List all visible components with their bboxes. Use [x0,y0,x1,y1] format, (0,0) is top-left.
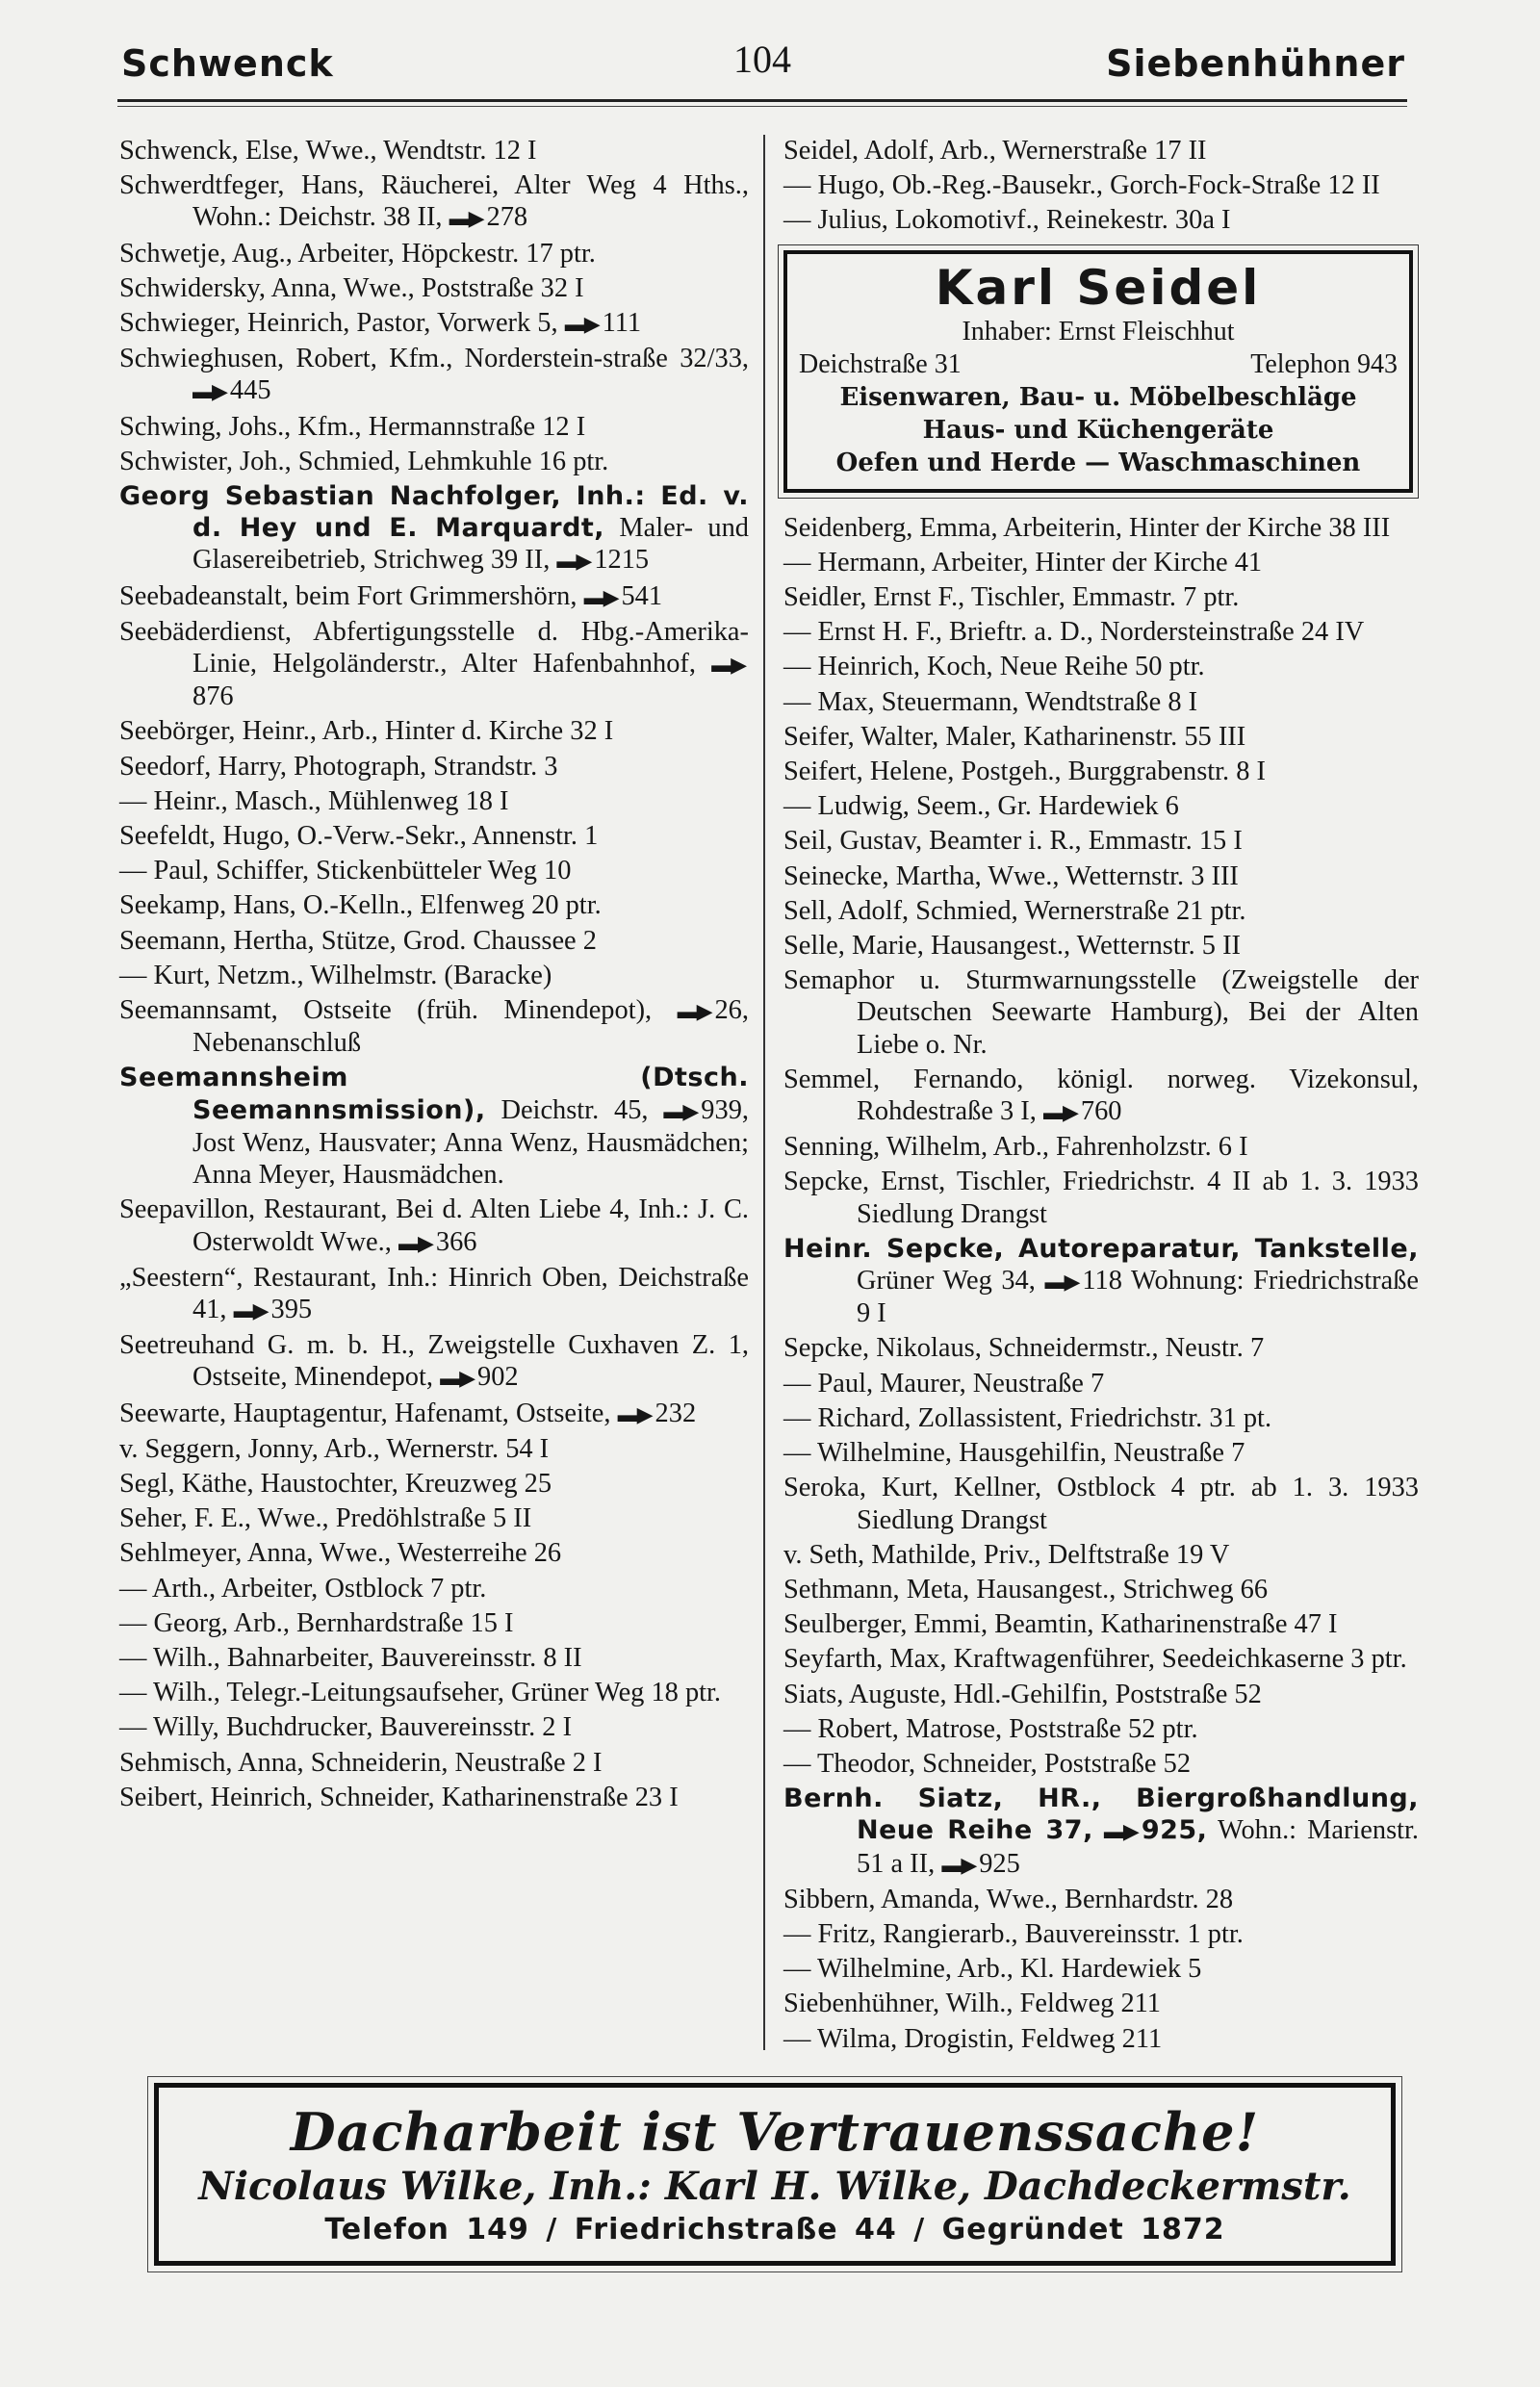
header-last-name: Siebenhühner [1106,42,1405,85]
directory-entry [783,1643,1419,1675]
entry-details: Netzm., Wilhelmstr. (Baracke) [217,960,552,990]
entry-name: Seetreuhand [119,1330,255,1361]
directory-entry [783,1988,1419,2019]
entry-name: Schwieger, [119,308,241,339]
directory-entry [119,785,749,817]
entry-name: — Wilh., [119,1678,220,1708]
entry-details: Hausgehilfin, Neustraße 7 [959,1438,1245,1469]
running-header [117,37,1407,94]
directory-entry [783,1131,1419,1163]
entry-phone: 1215 [594,545,650,576]
entry-name: Seefeldt, [119,821,217,852]
entry-details: Arbeiter, Ostblock 7 ptr. [220,1573,487,1604]
entry-name: — Paul, [119,856,210,886]
telephone-icon: ▬▶ [192,379,226,404]
directory-entry [119,994,749,1059]
entry-details: Heinr., Arb., Hinter d. Kirche 32 I [242,716,614,747]
entry-details: Emmi, Beamtin, Katharinenstraße 47 I [913,1609,1338,1640]
entry-phone: 541 [621,580,663,611]
entry-details: Masch., Mühlenweg 18 I [234,785,509,816]
entry-name: Siats, [783,1679,844,1709]
entry-firm-name: Bernh. Siatz, HR., Biergroßhandlung, Neue Reihe 37, [783,1784,1419,1846]
entry-name: Seroka, [783,1473,866,1503]
entry-name: Schwister, [119,446,233,476]
entry-details: Bahnarbeiter, Bauvereinsstr. 8 II [226,1642,582,1673]
ad-address-row [799,348,1398,381]
entry-details: Brieftr. a. D., Nordersteinstraße 24 IV [949,617,1365,648]
directory-entry [783,547,1419,578]
directory-entry [119,1433,749,1465]
entry-name: Schwerdtfeger, [119,170,285,201]
ad-line-hardware: Eisenwaren, Bau- u. Möbelbeschläge [839,382,1357,412]
entry-details: Ob.-Reg.-Bausekr., Gorch-Fock-Straße 12 II [891,170,1380,201]
entry-details: Rangierarb., Bauvereinsstr. 1 ptr. [883,1918,1244,1949]
entry-details: Restaurant, Bei d. Alten Liebe 4, Inh.: J. C. Osterwoldt Wwe., [192,1194,749,1257]
directory-entry [119,751,749,783]
entry-details: Helene, Postgeh., Burggrabenstr. 8 I [869,757,1266,787]
entry-details: Martha, Wwe., Wetternstr. 3 III [895,860,1239,891]
ad-phone: Telephon 943 [1250,348,1398,379]
directory-entry [783,1539,1419,1571]
entry-name: „Seestern“, [119,1262,244,1293]
directory-entry [119,307,749,340]
directory-entry [119,1194,749,1258]
entry-name: Sepcke, [783,1333,870,1364]
entry-details: Wilh., Feldweg 211 [945,1989,1161,2019]
telephone-icon: ▬▶ [677,999,711,1024]
directory-entry [119,411,749,443]
header-first-name: Schwenck [121,42,334,85]
entry-details: Jonny, Arb., Wernerstr. 54 I [247,1433,550,1464]
entry-name: Schwenck, Else, [119,136,299,166]
entry-name: Seulberger, [783,1609,908,1640]
entry-details: Grüner Weg 34, [857,1266,1036,1296]
entry-details: Anna, Wwe., Westerreihe 26 [246,1538,562,1569]
entry-details: G. m. b. H., Zweigstelle Cuxhaven Z. 1, Ostseite, Minendepot, [192,1330,749,1393]
directory-entry [119,1262,749,1326]
entry-name: — Ludwig, [783,791,910,822]
entry-details: Mathilde, Priv., Delftstraße 19 V [871,1539,1230,1570]
entry-name: — Paul, [783,1368,874,1399]
entry-name: Seyfarth, [783,1644,884,1675]
entry-details: Amanda, Wwe., Bernhardstr. 28 [880,1884,1234,1914]
entry-details: Meta, Hausangest., Strichweg 66 [906,1574,1269,1604]
entry-name: Schwieghusen, [119,344,285,374]
entry-name: Seebadeanstalt, [119,580,289,611]
directory-entry [119,960,749,991]
directory-entry [783,1233,1419,1330]
entry-details: Hugo, O.-Verw.-Sekr., Annenstr. 1 [222,821,599,852]
entry-name: — Wilma, [783,2023,898,2054]
entry-name: — Wilh., [119,1642,220,1673]
entry-name: Segl, [119,1468,175,1499]
directory-entry [783,1166,1419,1229]
entry-phone: 118 Wohnung: Friedrichstraße 9 I [857,1266,1419,1329]
entry-name: Sehmisch, [119,1747,233,1778]
right-column-entries [783,512,1419,2055]
directory-entry [119,855,749,886]
entry-phone: 902 [477,1362,519,1393]
karl-seidel-advertisement [783,250,1413,493]
entry-name: v. Seggern, [119,1433,242,1464]
entry-details: Heinrich, Pastor, Vorwerk 5, [246,308,558,339]
entry-details: Zollassistent, Friedrichstr. 31 pt. [917,1402,1272,1433]
entry-phone: 925 [979,1848,1020,1879]
entry-details: beim Fort Grimmershörn, [295,580,578,611]
entry-name: Semmel, [783,1064,881,1094]
entry-name: Sell, [783,895,834,926]
directory-entry [783,2023,1419,2055]
telephone-icon: ▬▶ [663,1098,698,1123]
ad-owner: Inhaber: Ernst Fleischhut [962,316,1235,346]
entry-details: Marie, Hausangest., Wetternstr. 5 II [851,931,1241,962]
directory-entry [783,1918,1419,1950]
telephone-icon: ▬▶ [440,1366,474,1391]
directory-entry [783,686,1419,718]
entry-name: — Heinrich, [783,652,920,682]
directory-entry [783,1884,1419,1915]
entry-phone: 939, Jost Wenz, Hausvater; Anna Wenz, Hausmädchen; Anna Meyer, Hausmädchen. [192,1094,749,1191]
directory-entry [783,651,1419,682]
entry-phone: 876 [192,681,234,712]
directory-entry [119,1468,749,1500]
entry-name: Sethmann, [783,1574,900,1604]
directory-entry [783,1368,1419,1399]
directory-entry [783,169,1419,201]
directory-entry [783,721,1419,753]
entry-name: — Ernst H. F., [783,617,942,648]
entry-details: Deichstr. 45, [500,1094,649,1125]
entry-name: Seidel, [783,136,860,166]
entry-details: Auguste, Hdl.-Gehilfin, Poststraße 52 [848,1679,1262,1709]
directory-entry [783,616,1419,648]
entry-name: Selle, [783,931,845,962]
entry-details: Aug., Arbeiter, Höpckestr. 17 ptr. [231,238,596,269]
entry-name: — Arth., [119,1573,217,1604]
directory-entry [119,343,749,407]
entry-details: Hauptagentur, Hafenamt, Ostseite, [233,1398,611,1428]
entry-name: Seinecke, [783,860,889,891]
entry-details: Steuermann, Wendtstraße 8 I [881,686,1198,717]
telephone-icon: ▬▶ [711,653,745,678]
directory-entry [783,1713,1419,1745]
entry-phone: 366 [435,1226,477,1257]
entry-name: — Richard, [783,1402,911,1433]
entry-name: — Robert, [783,1713,899,1744]
entry-name: Seidenberg, [783,512,913,543]
directory-entry [119,1782,749,1813]
entry-phone: 278 [486,202,528,233]
entry-name: Seekamp, [119,890,227,921]
directory-entry [119,1642,749,1674]
entry-details: Lokomotivf., Reinekestr. 30a I [894,205,1231,236]
directory-entry [783,135,1419,167]
entry-details: Koch, Neue Reihe 50 ptr. [927,652,1205,682]
entry-name: Seebäderdienst, [119,616,292,647]
directory-entry [119,1747,749,1779]
entry-name: Seemannsamt, [119,995,278,1026]
telephone-icon: ▬▶ [583,584,618,609]
directory-entry [783,1332,1419,1364]
entry-name: Schwidersky, [119,272,266,303]
entry-name: Seibert, [119,1782,204,1812]
entry-details: Drogistin, Feldweg 211 [904,2023,1163,2054]
entry-name: — Hermann, [783,547,927,578]
entry-name: Seemann, [119,925,227,956]
entry-details: Robert, Kfm., Norderstein-straße 32/33, [295,344,749,374]
entry-name: — Max, [783,686,875,717]
directory-entry [119,1329,749,1394]
entry-name: — Willy, [119,1712,219,1743]
left-column [119,135,749,1816]
directory-entry [783,1608,1419,1640]
entry-name: Seifert, [783,757,863,787]
header-rule [117,99,1407,102]
entry-details: Maurer, Neustraße 7 [880,1368,1105,1399]
telephone-icon: ▬▶ [449,206,483,231]
entry-phone: 111 [602,308,642,339]
entry-name: v. Seth, [783,1539,865,1570]
telephone-icon: ▬▶ [1042,1100,1077,1125]
entry-name: Sehlmeyer, [119,1538,243,1569]
entry-details: Heinrich, Schneider, Katharinenstraße 23 I [210,1782,679,1812]
entry-phone: 395 [270,1294,313,1324]
telephone-icon: ▬▶ [233,1297,268,1322]
directory-entry [783,825,1419,857]
entry-details: u. Sturmwarnungsstelle (Zweigstelle der Deutschen Seewarte Hamburg), Bei der Alten Liebe o. Nr. [857,965,1419,1060]
entry-details: Matrose, Poststraße 52 ptr. [905,1713,1198,1744]
entry-details: Adolf, Schmied, Wernerstraße 21 ptr. [837,895,1246,926]
ad-line-stoves: Oefen und Herde — Waschmaschinen [835,448,1361,477]
directory-entry [119,889,749,921]
directory-entry [783,512,1419,544]
telephone-icon: ▬▶ [556,549,591,574]
directory-entry [119,480,749,578]
directory-entry [119,616,749,713]
entry-details: Seem., Gr. Hardewiek 6 [916,791,1179,822]
directory-entry [119,925,749,957]
directory-entry [783,790,1419,822]
entry-details: Max, Kraftwagenführer, Seedeichkaserne 3 ptr. [889,1644,1407,1675]
footer-ad-owner: Nicolaus Wilke, Inh.: Karl H. Wilke, Dachdeckermstr. [198,2164,1351,2209]
entry-details: Harry, Photograph, Strandstr. 3 [218,751,558,782]
entry-phone: 760 [1080,1096,1122,1127]
ad-address: Deichstraße 31 [799,348,962,379]
entry-details: Joh., Schmied, Lehmkuhle 16 ptr. [240,446,609,476]
entry-details: F. E., Wwe., Predöhlstraße 5 II [193,1503,532,1534]
wilke-roofing-advertisement [154,2083,1396,2266]
entry-name: — Hugo, [783,170,886,201]
entry-details: Ostseite (früh. Minendepot), [303,995,653,1026]
directory-entry [783,964,1419,1061]
directory-entry [783,1064,1419,1128]
entry-details: Kurt, Kellner, Ostblock 4 ptr. ab 1. 3. 1933 Siedlung Drangst [857,1473,1419,1535]
entry-details: Wilhelm, Arb., Fahrenholzstr. 6 I [886,1132,1248,1163]
entry-name: — Wilhelmine, [783,1438,952,1469]
directory-entry [119,1711,749,1743]
entry-name: — Theodor, [783,1748,916,1779]
entry-name: Seebörger, [119,716,236,747]
directory-entry [119,238,749,270]
directory-entry [119,1062,749,1191]
directory-entry [783,1783,1419,1881]
directory-entry [783,1953,1419,1985]
entry-details: Arbeiter, Hinter der Kirche 41 [931,547,1263,578]
ad-company-name: Karl Seidel [935,259,1262,316]
directory-entry [783,581,1419,613]
right-column [783,135,1419,2058]
entry-details: Gustav, Beamter i. R., Emmastr. 15 I [839,826,1243,857]
entry-name: — Julius, [783,205,888,236]
directory-entry [119,446,749,477]
entry-phone: 445 [229,375,271,406]
entry-details: Anna, Wwe., Poststraße 32 I [270,272,584,303]
telephone-icon: ▬▶ [564,312,599,337]
entry-name: Seidler, [783,582,867,613]
directory-entry [119,135,749,167]
entry-details: Hans, O.-Kelln., Elfenweg 20 ptr. [233,890,602,921]
page-number: 104 [733,38,791,81]
entry-name: Semaphor [783,965,895,996]
entry-name: Seifer, [783,721,855,752]
entry-details: Arb., Bernhardstraße 15 I [233,1607,514,1638]
entry-name: — Wilhelmine, [783,1954,952,1985]
directory-entry [783,930,1419,962]
entry-name: — Heinr., [119,785,228,816]
directory-entry [783,1748,1419,1780]
entry-details: Anna, Schneiderin, Neustraße 2 I [238,1747,603,1778]
entry-details: Arb., Kl. Hardewiek 5 [957,1954,1202,1985]
entry-details: Hans, Räucherei, Alter Weg 4 Hths., Wohn.: Deichstr. 38 II, [192,170,749,233]
directory-entry [119,1537,749,1569]
entry-details: Telegr.-Leitungsaufseher, Grüner Weg 18 ptr. [226,1678,722,1708]
directory-entry [783,895,1419,927]
entry-details: Ernst, Tischler, Friedrichstr. 4 II ab 1. 3. 1933 Siedlung Drangst [857,1167,1420,1229]
directory-entry [783,1402,1419,1434]
entry-details: Abfertigungsstelle d. Hbg.-Amerika-Linie, Helgoländerstr., Alter Hafenbahnhof, [192,616,749,680]
entry-details: Wohn.: Marienstr. 51 a II, [857,1815,1419,1879]
entry-details: Wwe., Wendtstr. 12 I [305,136,537,166]
directory-entry [119,272,749,304]
entry-name: Seher, [119,1503,188,1534]
telephone-icon: ▬▶ [398,1230,432,1255]
entry-name: Sibbern, [783,1884,876,1914]
directory-entry [119,1677,749,1708]
directory-entry [783,1472,1419,1535]
telephone-icon: ▬▶ [941,1852,976,1877]
directory-entry [119,820,749,852]
directory-entry [119,580,749,613]
telephone-icon: ▬▶ [617,1401,652,1426]
directory-entry [119,1607,749,1639]
telephone-icon: ▬▶ [1044,1270,1079,1295]
entry-details: Fernando, königl. norweg. Vizekonsul, Rohdestraße 3 I, [857,1064,1419,1127]
right-column-top [783,135,1419,237]
entry-name: Seedorf, [119,751,212,782]
directory-entry [119,1573,749,1604]
directory-entry [119,169,749,234]
entry-details: Hertha, Stütze, Grod. Chaussee 2 [233,925,597,956]
entry-phone: 26, Nebenanschluß [192,995,749,1059]
directory-entry [119,1502,749,1534]
directory-entry [783,204,1419,236]
entry-details: Nikolaus, Schneidermstr., Neustr. 7 [876,1333,1265,1364]
ad-line-household: Haus- und Küchengeräte [922,415,1274,445]
directory-entry [119,1398,749,1430]
entry-phone: 232 [654,1398,697,1428]
directory-entry [119,715,749,747]
entry-name: — Fritz, [783,1918,877,1949]
entry-details: Buchdrucker, Bauvereinsstr. 2 I [225,1712,573,1743]
entry-name: Schwetje, [119,238,227,269]
entry-firm-name: Heinr. Sepcke, Autoreparatur, Tankstelle, [783,1233,1419,1264]
entry-details: Walter, Maler, Katharinenstr. 55 III [860,721,1246,752]
entry-firm-name: Georg Sebastian Nachfolger, Inh.: Ed. v. d. Hey und E. Marquardt, [119,481,749,544]
directory-entry [783,1437,1419,1469]
entry-details: Maler- und Glasereibetrieb, Strichweg 39 II, [192,513,749,576]
header-rule-thin [117,106,1407,107]
entry-name: Senning, [783,1132,881,1163]
entry-details: Schneider, Poststraße 52 [922,1748,1192,1779]
telephone-icon: ▬▶ [1103,1819,1138,1844]
entry-details: Emma, Arbeiterin, Hinter der Kirche 38 III [919,512,1391,543]
entry-name: Sepcke, [783,1167,870,1197]
footer-ad-contact: Telefon 149 / Friedrichstraße 44 / Gegründet 1872 [324,2213,1225,2246]
entry-phone: 925, [1141,1815,1208,1846]
entry-details: Schiffer, Stickenbütteler Weg 10 [216,856,572,886]
entry-name: Schwing, [119,411,222,442]
entry-details: Käthe, Haustochter, Kreuzweg 25 [181,1468,552,1499]
entry-details: Restaurant, Inh.: Hinrich Oben, Deichstraße 41, [192,1262,749,1324]
column-divider [763,135,765,2050]
entry-name: Seepavillon, [119,1194,256,1225]
entry-name: Seil, [783,826,834,857]
entry-details: Johs., Kfm., Hermannstraße 12 I [228,411,586,442]
entry-details: Adolf, Arb., Wernerstraße 17 II [863,136,1207,166]
directory-entry [783,1679,1419,1710]
entry-name: — Georg, [119,1607,229,1638]
entry-firm-name: Seemannsheim (Dtsch. Seemannsmission), [119,1063,749,1125]
directory-entry [783,756,1419,787]
directory-entry [783,860,1419,892]
directory-entry [783,1574,1419,1605]
entry-name: Siebenhühner, [783,1989,940,2019]
entry-name: Seewarte, [119,1398,227,1428]
entry-details: Ernst F., Tischler, Emmastr. 7 ptr. [873,582,1240,613]
entry-name: — Kurt, [119,960,211,990]
footer-ad-slogan: Dacharbeit ist Vertrauenssache! [290,2101,1260,2163]
